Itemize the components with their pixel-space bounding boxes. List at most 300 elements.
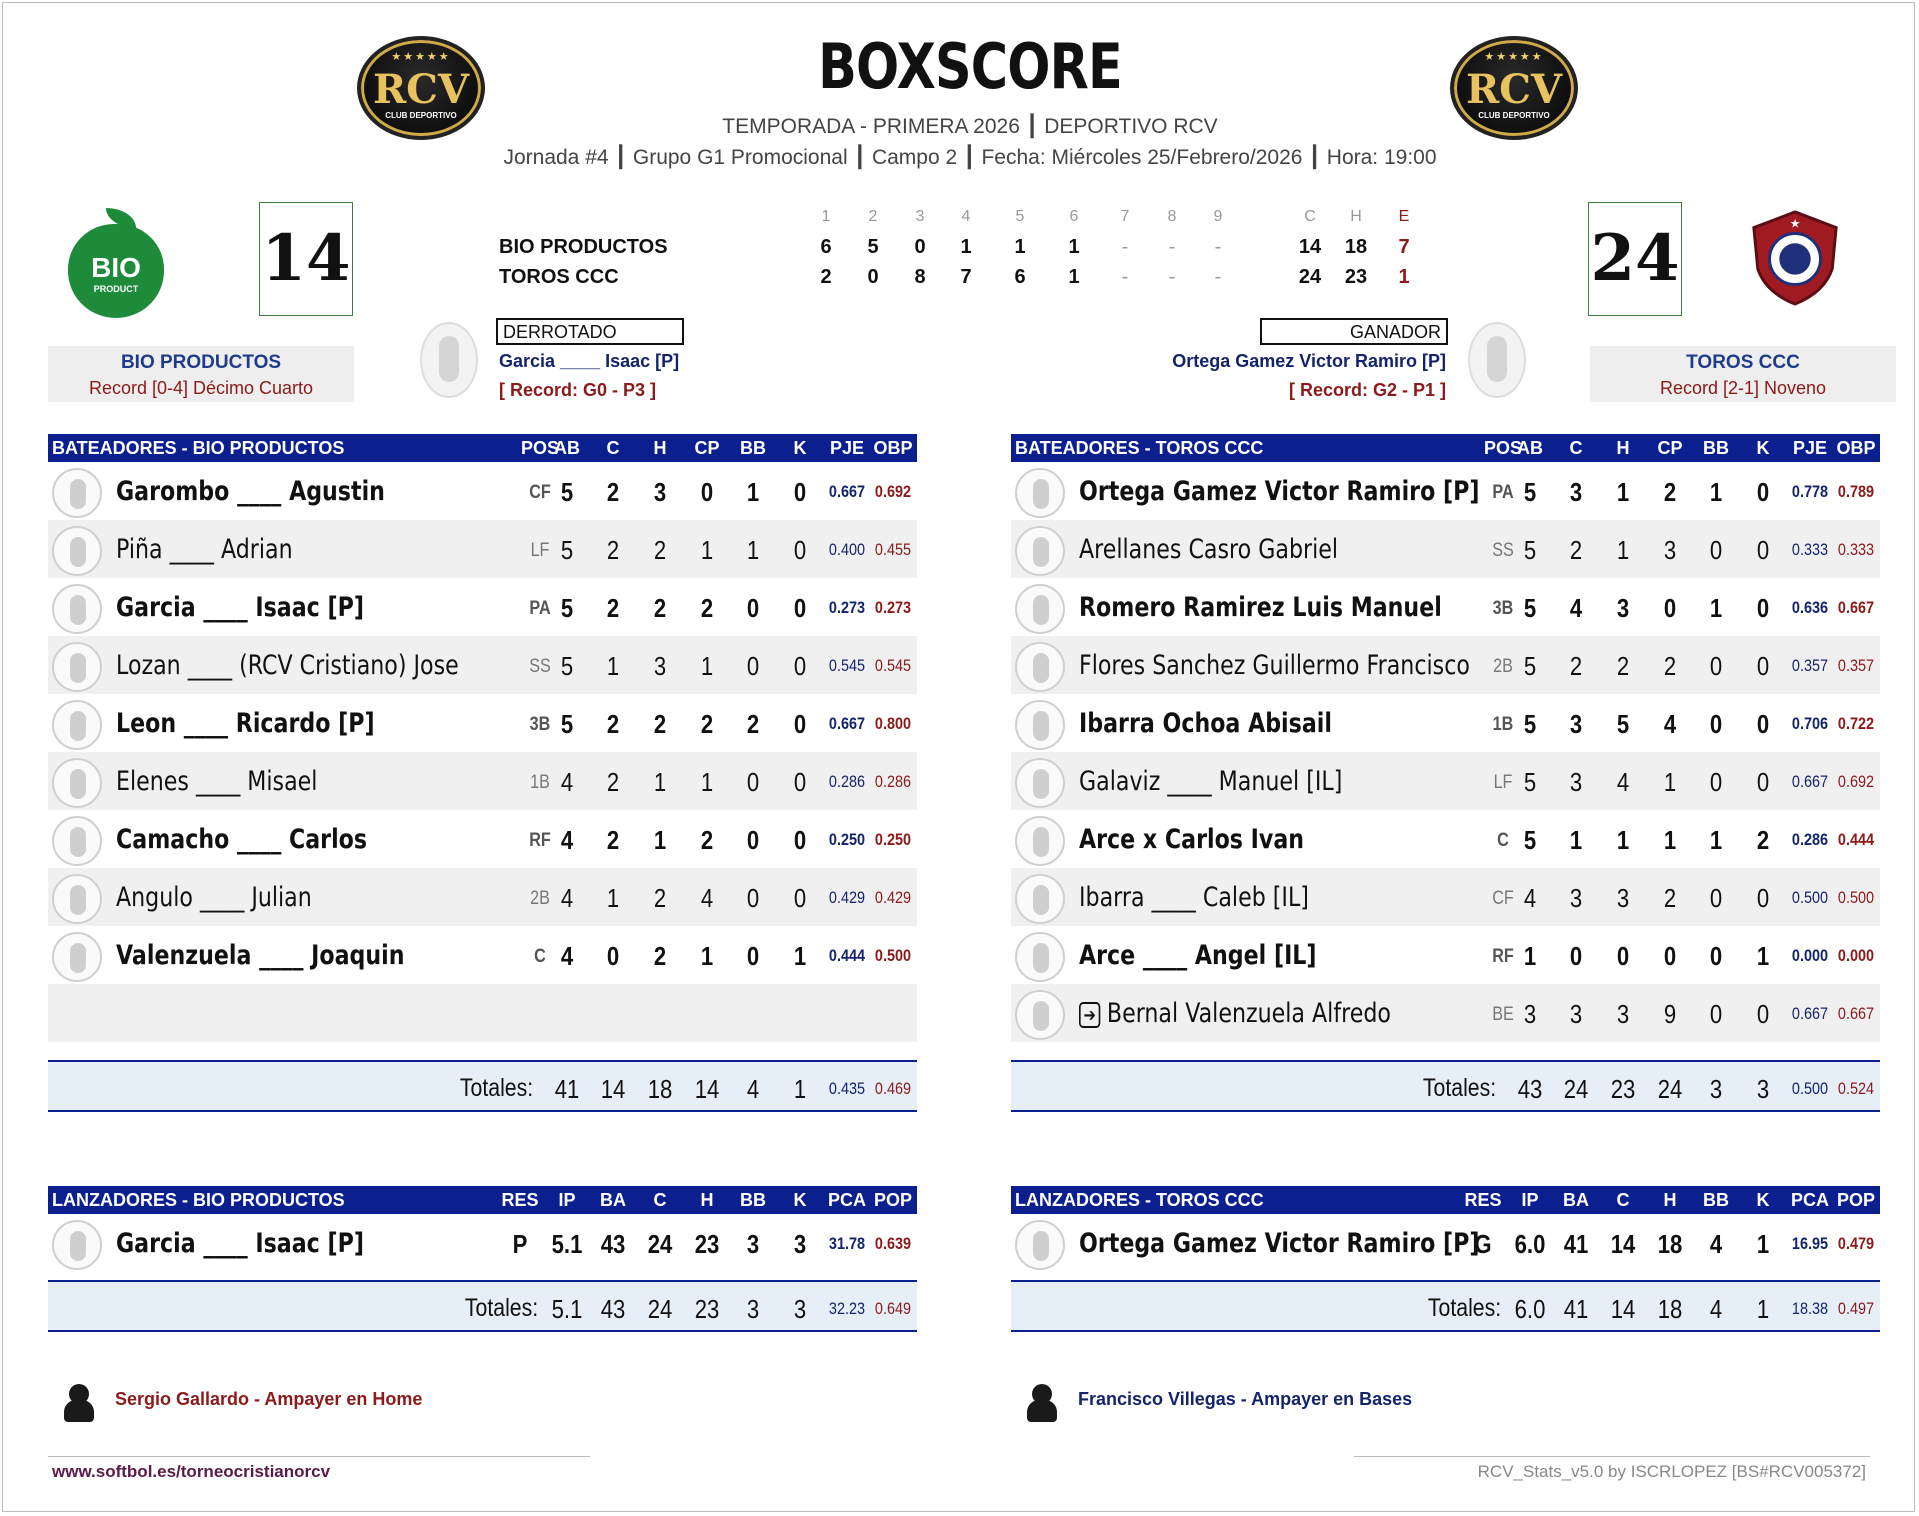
- inning-header: 3: [915, 208, 925, 225]
- stat-ab: 5: [1523, 709, 1537, 739]
- totals-label: Totales:: [1427, 1294, 1501, 1322]
- inning-runs: 7: [960, 266, 972, 288]
- stat-pos: 1B: [1492, 714, 1514, 735]
- batter-row[interactable]: [1011, 810, 1880, 868]
- column-header: K: [1756, 1190, 1770, 1210]
- stat-c: 2: [606, 593, 620, 623]
- stat-bb: 1: [1709, 825, 1723, 855]
- batter-row[interactable]: [1011, 578, 1880, 636]
- inning-runs: -: [1214, 236, 1222, 258]
- stat-k: 2: [1756, 825, 1770, 855]
- stat-cp: 1: [1663, 767, 1677, 797]
- stat-k: 0: [1756, 767, 1770, 797]
- stat-pje: 0.667: [828, 482, 866, 501]
- batter-name-text: Galaviz ____ Manuel [IL]: [1079, 766, 1343, 797]
- stat-c: 3: [1569, 883, 1583, 913]
- batter-name-text: Piña ____ Adrian: [116, 534, 293, 565]
- inning-header: 9: [1213, 208, 1223, 225]
- stat-c: 24: [647, 1229, 673, 1259]
- stat-pje: 0.400: [828, 540, 866, 559]
- batter-name-text: Arce x Carlos Ivan: [1079, 824, 1305, 855]
- batter-name: [116, 824, 367, 855]
- svg-text:★: ★: [1789, 217, 1801, 231]
- substitution-icon: ➔: [1079, 1002, 1100, 1028]
- batter-name: [1079, 534, 1338, 565]
- player-avatar-icon: [52, 642, 102, 692]
- pitching-header: [48, 1186, 917, 1214]
- batter-row[interactable]: [1011, 984, 1880, 1042]
- linescore-hits: 23: [1344, 266, 1368, 288]
- batter-name: [1079, 650, 1470, 681]
- stat-pop: 0.479: [1837, 1234, 1875, 1253]
- stat-ab: 4: [560, 767, 574, 797]
- stat-pos: LF: [530, 540, 550, 561]
- inning-runs: 1: [1014, 236, 1026, 258]
- stat-c: 2: [606, 825, 620, 855]
- stat-ab: 5: [560, 593, 574, 623]
- home-team-label: TOROS CCC Record [2-1] Noveno: [1590, 346, 1896, 402]
- batter-row[interactable]: [48, 926, 917, 984]
- total-cp: 14: [694, 1074, 720, 1104]
- stat-pca: 16.95: [1791, 1234, 1829, 1253]
- batter-row[interactable]: [48, 984, 917, 1042]
- column-header: BB: [1703, 1190, 1729, 1210]
- batter-name: [1079, 766, 1342, 797]
- batter-name-text: Leon ____ Ricardo [P]: [116, 708, 375, 739]
- batter-row[interactable]: [1011, 462, 1880, 520]
- stat-h: 18: [1657, 1229, 1683, 1259]
- inning-header: 1: [821, 208, 831, 225]
- total-pca: 18.38: [1791, 1299, 1829, 1318]
- inning-runs: 1: [1068, 236, 1080, 258]
- stat-c: 2: [606, 535, 620, 565]
- total-ip: 5.1: [551, 1294, 583, 1324]
- stat-ab: 4: [560, 825, 574, 855]
- inning-runs: -: [1168, 266, 1176, 288]
- stat-h: 2: [653, 941, 667, 971]
- stat-h: 1: [653, 825, 667, 855]
- stat-c: 2: [606, 709, 620, 739]
- stat-h: 1: [1616, 535, 1630, 565]
- stat-pje: 0.667: [1791, 1004, 1829, 1023]
- player-avatar-icon: [1015, 758, 1065, 808]
- total-pje: 0.435: [828, 1079, 866, 1098]
- stat-c: 4: [1569, 593, 1583, 623]
- stat-c: 2: [606, 767, 620, 797]
- stat-obp: 0.722: [1837, 714, 1875, 733]
- total-obp: 0.469: [874, 1079, 912, 1098]
- total-c: 14: [600, 1074, 626, 1104]
- player-avatar-icon: [1015, 816, 1065, 866]
- season-line: TEMPORADA - PRIMERA 2026 ┃ DEPORTIVO RCV: [722, 115, 1218, 138]
- batter-name-text: Angulo ____ Julian: [116, 882, 312, 913]
- player-avatar-icon: [1015, 584, 1065, 634]
- pitcher-name: Garcia ____ Isaac [P]: [116, 1228, 364, 1259]
- column-header: H: [653, 438, 667, 458]
- batter-row[interactable]: [48, 520, 917, 578]
- column-header: BB: [740, 438, 766, 458]
- stat-cp: 2: [700, 709, 714, 739]
- home-pitching-table: [1011, 1186, 1880, 1324]
- stat-ab: 5: [1523, 767, 1537, 797]
- stat-k: 0: [793, 593, 807, 623]
- column-header: POS: [520, 438, 559, 458]
- stat-cp: 2: [1663, 477, 1677, 507]
- stat-h: 2: [1616, 651, 1630, 681]
- stat-bb: 0: [1709, 535, 1723, 565]
- pitcher-name: Ortega Gamez Victor Ramiro [P]: [1079, 1228, 1480, 1259]
- stat-c: 2: [1569, 535, 1583, 565]
- stat-pos: 3B: [1492, 598, 1514, 619]
- total-h: 23: [694, 1294, 720, 1324]
- stat-cp: 2: [1663, 651, 1677, 681]
- column-header: K: [793, 438, 807, 458]
- batting-title: BATEADORES - TOROS CCC: [1015, 438, 1264, 458]
- column-header: BA: [600, 1190, 626, 1210]
- batter-row[interactable]: [1011, 520, 1880, 578]
- column-header: K: [1756, 438, 1770, 458]
- stat-pje: 0.500: [1791, 888, 1829, 907]
- stat-h: 5: [1616, 709, 1630, 739]
- inning-header: 2: [868, 208, 878, 225]
- column-header: PJE: [829, 438, 865, 458]
- batter-row[interactable]: [48, 868, 917, 926]
- rcv-logo-right: ★★★★★ RCV CLUB DEPORTIVO: [1450, 36, 1578, 140]
- stat-pop: 0.639: [874, 1234, 912, 1253]
- stat-h: 2: [653, 883, 667, 913]
- total-cp: 24: [1657, 1074, 1683, 1104]
- stat-pje: 0.286: [828, 772, 866, 791]
- batter-name-text: Garcia ____ Isaac [P]: [116, 592, 364, 623]
- stat-c: 3: [1569, 709, 1583, 739]
- winner-avatar: [1468, 322, 1526, 398]
- stat-ab: 4: [560, 883, 574, 913]
- page-title: BOXSCORE: [818, 30, 1122, 103]
- column-header: POP: [1836, 1190, 1875, 1210]
- player-avatar-icon: [1015, 700, 1065, 750]
- stat-h: 23: [694, 1229, 720, 1259]
- stat-obp: 0.429: [874, 888, 912, 907]
- stat-bb: 2: [746, 709, 760, 739]
- player-avatar-icon: [1015, 468, 1065, 518]
- total-h: 18: [1657, 1294, 1683, 1324]
- inning-header: 4: [961, 208, 971, 225]
- batter-row[interactable]: [48, 752, 917, 810]
- batter-row[interactable]: [48, 578, 917, 636]
- batter-name: [1079, 940, 1317, 971]
- batter-row[interactable]: [1011, 752, 1880, 810]
- linescore-errors: 7: [1398, 236, 1410, 258]
- stat-pje: 0.636: [1791, 598, 1829, 617]
- column-header: C: [1616, 1190, 1630, 1210]
- stat-pos: RF: [1492, 946, 1514, 967]
- batter-name-text: Garombo ____ Agustin: [116, 476, 385, 507]
- stat-res: P: [512, 1229, 528, 1259]
- stat-cp: 1: [700, 651, 714, 681]
- totals-label: Totales:: [459, 1074, 533, 1102]
- stat-bb: 0: [746, 593, 760, 623]
- linescore-home-team: TOROS CCC: [499, 266, 619, 288]
- stat-c: 1: [606, 651, 620, 681]
- stat-ab: 4: [1523, 883, 1537, 913]
- batter-name: [116, 882, 312, 913]
- batter-row[interactable]: [48, 694, 917, 752]
- stat-cp: 4: [1663, 709, 1677, 739]
- total-bb: 4: [1709, 1294, 1723, 1324]
- footer-credit: RCV_Stats_v5.0 by ISCRLOPEZ [BS#RCV005372]: [1477, 1462, 1866, 1481]
- stat-bb: 0: [746, 651, 760, 681]
- total-ab: 43: [1517, 1074, 1543, 1104]
- stat-pos: RF: [529, 830, 551, 851]
- total-k: 1: [1756, 1294, 1770, 1324]
- total-obp: 0.524: [1837, 1079, 1875, 1098]
- batter-name: [116, 708, 375, 739]
- player-avatar-icon: [52, 816, 102, 866]
- stat-k: 0: [1756, 477, 1770, 507]
- column-header: POS: [1483, 438, 1522, 458]
- stat-c: 1: [606, 883, 620, 913]
- stat-h: 2: [653, 535, 667, 565]
- total-pca: 32.23: [828, 1299, 866, 1318]
- stat-ab: 5: [560, 709, 574, 739]
- batter-row[interactable]: [48, 462, 917, 520]
- column-header: BB: [1703, 438, 1729, 458]
- stat-ab: 5: [1523, 651, 1537, 681]
- stat-k: 0: [1756, 651, 1770, 681]
- total-bb: 4: [746, 1074, 760, 1104]
- batter-row[interactable]: [1011, 636, 1880, 694]
- player-avatar-icon: [52, 758, 102, 808]
- stat-k: 0: [793, 535, 807, 565]
- batter-name-text: Arce ____ Angel [IL]: [1079, 940, 1317, 971]
- stat-ba: 41: [1563, 1229, 1589, 1259]
- batter-name: [1079, 476, 1479, 507]
- footer-url[interactable]: www.softbol.es/torneocristianorcv: [52, 1462, 331, 1481]
- column-header: CP: [694, 438, 720, 458]
- stat-pje: 0.000: [1791, 946, 1829, 965]
- column-header: IP: [1521, 1190, 1539, 1210]
- batter-row[interactable]: [1011, 926, 1880, 984]
- batter-name-text: Camacho ____ Carlos: [116, 824, 368, 855]
- inning-runs: 1: [960, 236, 972, 258]
- stat-cp: 1: [700, 941, 714, 971]
- player-avatar-icon: [52, 700, 102, 750]
- column-header: AB: [1517, 438, 1543, 458]
- batter-name-text: Ibarra Ochoa Abisail: [1079, 708, 1332, 739]
- batter-row[interactable]: [1011, 694, 1880, 752]
- inning-runs: 6: [820, 236, 832, 258]
- stat-c: 3: [1569, 999, 1583, 1029]
- footer-divider-left: [48, 1456, 590, 1457]
- stat-bb: 1: [746, 535, 760, 565]
- column-header: BA: [1563, 1190, 1589, 1210]
- batting-totals-row: [1011, 1060, 1880, 1112]
- pitcher-row[interactable]: [48, 1214, 917, 1272]
- stat-pos: PA: [1492, 482, 1514, 503]
- total-ip: 6.0: [1514, 1294, 1546, 1324]
- home-batting-table: [1011, 434, 1880, 1104]
- stat-obp: 0.800: [874, 714, 912, 733]
- batter-row[interactable]: [48, 636, 917, 694]
- linescore-runs: 14: [1298, 236, 1322, 258]
- stat-pje: 0.273: [828, 598, 866, 617]
- stat-h: 1: [1616, 477, 1630, 507]
- stat-pos: SS: [529, 656, 551, 677]
- column-header: RES: [1464, 1190, 1502, 1210]
- stat-k: 3: [793, 1229, 807, 1259]
- column-header: H: [700, 1190, 714, 1210]
- stat-obp: 0.000: [1837, 946, 1875, 965]
- player-avatar-icon: [1015, 526, 1065, 576]
- batting-header: [1011, 434, 1880, 462]
- stat-bb: 1: [746, 477, 760, 507]
- column-header: IP: [558, 1190, 576, 1210]
- inning-runs: 1: [1068, 266, 1080, 288]
- stat-pos: 2B: [530, 888, 550, 909]
- umpire-icon: [62, 1384, 96, 1422]
- stat-pje: 0.706: [1791, 714, 1829, 733]
- total-k: 3: [793, 1294, 807, 1324]
- batter-row[interactable]: [48, 810, 917, 868]
- stat-cp: 4: [700, 883, 714, 913]
- stat-ip: 5.1: [551, 1229, 583, 1259]
- stat-h: 0: [1616, 941, 1630, 971]
- stat-h: 2: [653, 593, 667, 623]
- stat-cp: 9: [1663, 999, 1677, 1029]
- batter-name-text: Bernal Valenzuela Alfredo: [1106, 998, 1391, 1029]
- batting-totals-row: [48, 1060, 917, 1112]
- batter-name-text: Valenzuela ____ Joaquin: [116, 940, 405, 971]
- stat-c: 14: [1610, 1229, 1636, 1259]
- pitching-totals-row: [1011, 1280, 1880, 1332]
- player-avatar-icon: [52, 1220, 102, 1270]
- stat-ip: 6.0: [1514, 1229, 1546, 1259]
- totals-label: Totales:: [464, 1294, 538, 1322]
- column-header: K: [793, 1190, 807, 1210]
- pitcher-row[interactable]: [1011, 1214, 1880, 1272]
- batter-name-text: Lozan ____ (RCV Cristiano) Jose: [116, 650, 459, 681]
- stat-k: 0: [1756, 593, 1770, 623]
- stat-cp: 1: [1663, 825, 1677, 855]
- column-header: AB: [554, 438, 580, 458]
- stat-c: 2: [1569, 651, 1583, 681]
- total-k: 1: [793, 1074, 807, 1104]
- stat-obp: 0.500: [1837, 888, 1875, 907]
- batter-name: [116, 534, 293, 565]
- stat-ab: 5: [1523, 593, 1537, 623]
- stat-c: 0: [1569, 941, 1583, 971]
- stat-k: 0: [793, 825, 807, 855]
- umpire-bases: Francisco Villegas - Ampayer en Bases: [1078, 1389, 1413, 1409]
- stat-k: 1: [1756, 941, 1770, 971]
- inning-runs: 0: [914, 236, 926, 258]
- column-header: PJE: [1792, 438, 1828, 458]
- batter-name-text: Elenes ____ Misael: [116, 766, 318, 797]
- linescore-hits: 18: [1344, 236, 1368, 258]
- loser-label: DERROTADO: [496, 318, 684, 345]
- stat-obp: 0.667: [1837, 598, 1875, 617]
- batting-header: [48, 434, 917, 462]
- pitching-header: [1011, 1186, 1880, 1214]
- batter-name: [1079, 592, 1442, 623]
- stat-k: 0: [1756, 535, 1770, 565]
- column-header: BB: [740, 1190, 766, 1210]
- inning-runs: -: [1214, 266, 1222, 288]
- total-bb: 3: [1709, 1074, 1723, 1104]
- away-team-label: BIO PRODUCTOS Record [0-4] Décimo Cuarto: [48, 346, 354, 402]
- player-avatar-icon: [52, 526, 102, 576]
- batter-name: [1079, 824, 1304, 855]
- inning-runs: 6: [1014, 266, 1026, 288]
- batting-title: BATEADORES - BIO PRODUCTOS: [52, 438, 345, 458]
- column-header: OBP: [873, 438, 913, 458]
- stat-k: 0: [1756, 999, 1770, 1029]
- column-header: C: [1569, 438, 1583, 458]
- column-header: C: [653, 1190, 667, 1210]
- batter-name: [116, 650, 459, 681]
- stat-pje: 0.250: [828, 830, 866, 849]
- stat-obp: 0.455: [874, 540, 912, 559]
- stat-k: 0: [1756, 709, 1770, 739]
- batter-name: [116, 766, 317, 797]
- player-avatar-icon: [1015, 1220, 1065, 1270]
- stat-pos: C: [1497, 830, 1509, 851]
- stat-c: 3: [1569, 477, 1583, 507]
- total-ba: 41: [1563, 1294, 1589, 1324]
- stat-pos: C: [534, 946, 546, 967]
- toros-shield-logo: [1746, 208, 1844, 306]
- stat-obp: 0.789: [1837, 482, 1875, 501]
- stat-pje: 0.333: [1791, 540, 1829, 559]
- stat-obp: 0.250: [874, 830, 912, 849]
- stat-k: 1: [793, 941, 807, 971]
- total-h: 23: [1610, 1074, 1636, 1104]
- stat-pje: 0.357: [1791, 656, 1829, 675]
- winner-record: [ Record: G2 - P1 ]: [1288, 380, 1446, 400]
- pitching-totals-row: [48, 1280, 917, 1332]
- batter-name-text: Ibarra ____ Caleb [IL]: [1079, 882, 1309, 913]
- stat-obp: 0.692: [874, 482, 912, 501]
- stat-bb: 0: [746, 941, 760, 971]
- stat-obp: 0.444: [1837, 830, 1875, 849]
- loser-name: Garcia ____ Isaac [P]: [499, 351, 680, 371]
- total-c: 24: [1563, 1074, 1589, 1104]
- stat-pos: BE: [1492, 1004, 1514, 1025]
- batter-row[interactable]: [1011, 868, 1880, 926]
- stat-cp: 1: [700, 767, 714, 797]
- stat-ab: 5: [560, 651, 574, 681]
- stat-cp: 0: [1663, 593, 1677, 623]
- totals-label: Totales:: [1422, 1074, 1496, 1102]
- stat-cp: 0: [700, 477, 714, 507]
- winner-name: Ortega Gamez Victor Ramiro [P]: [1172, 351, 1446, 371]
- column-header: RES: [501, 1190, 539, 1210]
- stat-c: 1: [1569, 825, 1583, 855]
- stat-ab: 5: [1523, 535, 1537, 565]
- inning-runs: 5: [867, 236, 879, 258]
- stat-bb: 0: [1709, 651, 1723, 681]
- total-ab: 41: [554, 1074, 580, 1104]
- inning-header: 6: [1069, 208, 1079, 225]
- stat-bb: 1: [1709, 477, 1723, 507]
- column-header: POP: [873, 1190, 912, 1210]
- column-header: PCA: [1790, 1190, 1829, 1210]
- batter-name: [1079, 882, 1309, 913]
- batter-name-text: Ortega Gamez Victor Ramiro [P]: [1079, 476, 1480, 507]
- player-avatar-icon: [52, 584, 102, 634]
- stat-pos: LF: [1493, 772, 1513, 793]
- winner-label: GANADOR: [1260, 318, 1448, 345]
